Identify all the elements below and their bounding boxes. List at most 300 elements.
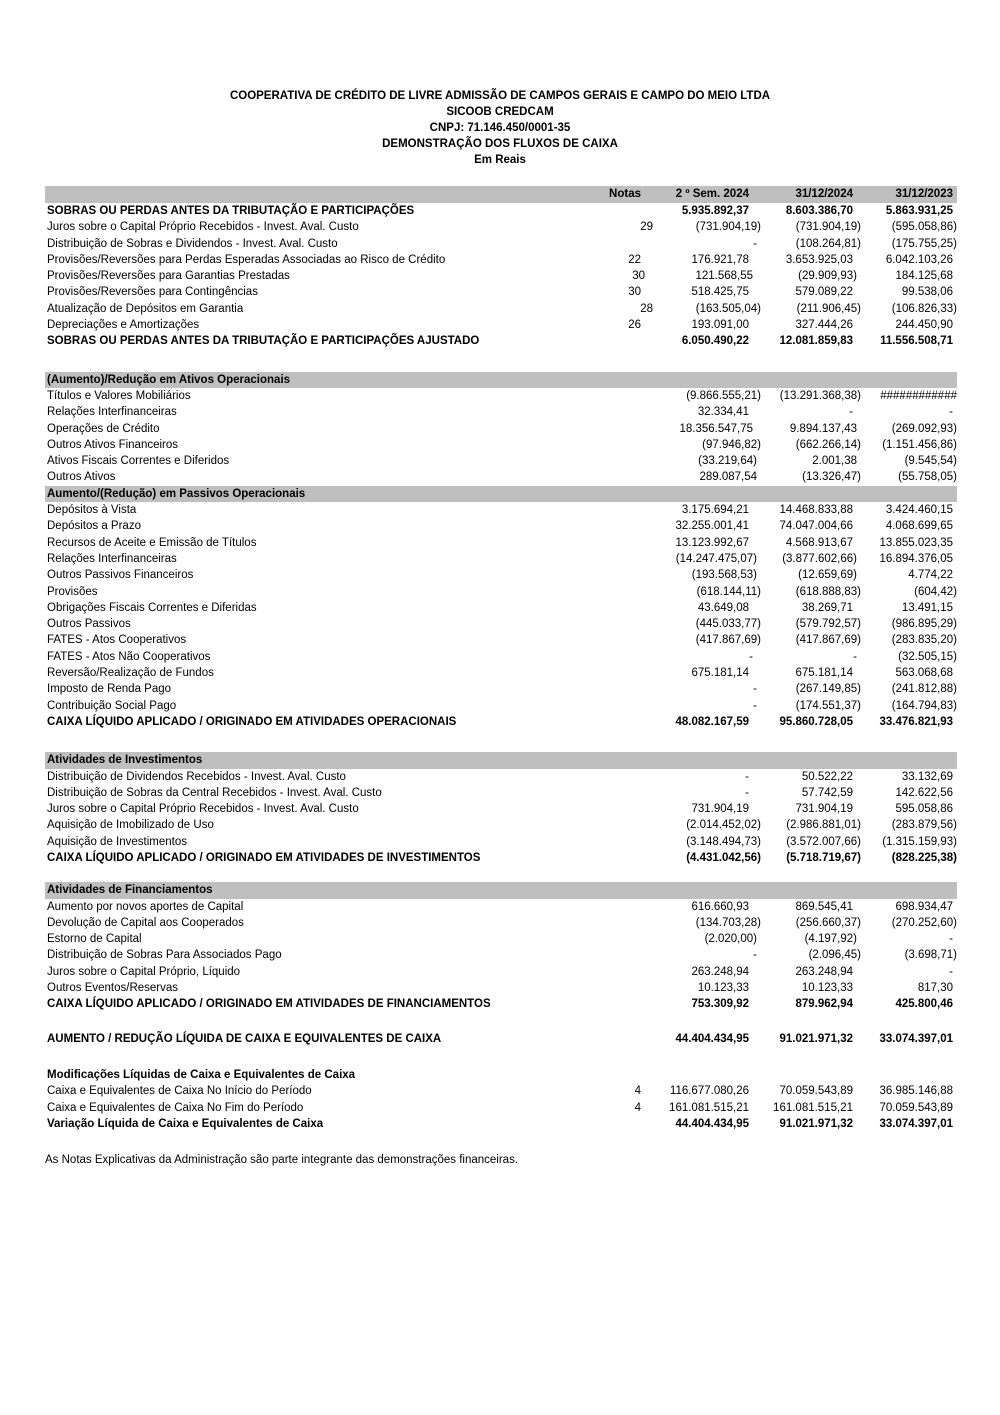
cell-31-12-2024: (267.149,85): [795, 683, 861, 696]
cell-31-12-2024: (13.326,47): [802, 471, 861, 484]
cell-31-12-2023: (604,42): [914, 585, 957, 598]
table-header-row: [45, 186, 957, 203]
cash-flow-table: [45, 186, 957, 1132]
table-row: [45, 453, 957, 469]
cell-31-12-2024: 869.545,41: [795, 900, 853, 913]
table-row: [45, 996, 957, 1012]
table-row: [45, 404, 957, 420]
cell-31-12-2023: (175.755,25): [891, 237, 957, 250]
cell-nota: [605, 469, 653, 485]
cell-31-12-2023: ############: [880, 389, 957, 402]
cell-31-12-2023: (828.225,38): [891, 851, 957, 864]
cell-31-12-2024: 161.081.515,21: [773, 1101, 853, 1114]
cell-sem2-2024: (4.431.042,56): [686, 851, 761, 864]
cell-nota: [605, 453, 653, 469]
cell-31-12-2024: 95.860.728,05: [779, 715, 853, 728]
table-row: [45, 817, 957, 833]
cell-31-12-2023: (1.151.456,86): [882, 438, 957, 451]
cell-31-12-2023: (283.835,20): [891, 634, 957, 647]
cell-sem2-2024: 18.356.547,75: [679, 422, 753, 435]
cell-31-12-2024: -: [849, 406, 853, 419]
row-label: Provisões/Reversões para Garantias Prestadas: [47, 270, 290, 283]
cell-31-12-2024: 4.568.913,67: [785, 536, 853, 549]
cell-31-12-2024: 57.742,59: [801, 786, 853, 799]
cell-sem2-2024: 5.935.892,37: [681, 205, 749, 217]
table-row: [45, 437, 957, 453]
cell-nota: [605, 931, 653, 947]
cell-31-12-2024: (2.096,45): [808, 949, 861, 962]
row-label: Contribuição Social Pago: [47, 699, 177, 712]
cell-sem2-2024: 43.649,08: [697, 601, 749, 614]
table-row: [45, 801, 957, 817]
cell-31-12-2024: (579.792,57): [795, 618, 861, 631]
cell-31-12-2024: (731.904,19): [795, 221, 861, 234]
cell-sem2-2024: (14.247.475,07): [675, 552, 757, 565]
cell-31-12-2023: (1.315.159,93): [882, 835, 957, 848]
cell-nota: [597, 785, 645, 801]
cell-nota: [609, 437, 657, 453]
row-label: Distribuição de Sobras e Dividendos - Invest. Aval. Custo: [47, 237, 338, 250]
cell-sem2-2024: 48.082.167,59: [675, 715, 749, 728]
cell-sem2-2024: 44.404.434,95: [675, 1117, 749, 1130]
cell-sem2-2024: (417.867,69): [695, 634, 761, 647]
cell-31-12-2023: 142.622,56: [895, 786, 953, 799]
cell-31-12-2024: [753, 1067, 857, 1083]
company-name: COOPERATIVA DE CRÉDITO DE LIVRE ADMISSÃO DE CAMPOS GERAIS E CAMPO DO MEIO LTDA: [229, 90, 771, 102]
cell-sem2-2024: (2.020,00): [704, 933, 757, 946]
row-label: Provisões: [47, 585, 98, 598]
cell-sem2-2024: 6.050.490,22: [681, 335, 749, 348]
cell-nota: [597, 964, 645, 980]
row-label: Distribuição de Sobras da Central Recebidos - Invest. Aval. Custo: [47, 786, 382, 799]
row-label: Provisões/Reversões para Perdas Esperadas Associadas ao Risco de Crédito: [47, 253, 446, 266]
cell-31-12-2024: 74.047.004,66: [779, 520, 853, 533]
statement-title: DEMONSTRAÇÃO DOS FLUXOS DE CAIXA: [382, 138, 618, 150]
cell-31-12-2023: 4.068.699,65: [885, 520, 953, 533]
cell-31-12-2024: 731.904,19: [795, 803, 853, 816]
table-row: [45, 947, 957, 963]
cell-nota: 22: [628, 253, 641, 266]
cell-nota: [597, 665, 645, 681]
cell-31-12-2023: 33.132,69: [901, 770, 953, 783]
row-label: Obrigações Fiscais Correntes e Diferidas: [47, 601, 257, 614]
cell-31-12-2023: (9.545,54): [904, 455, 957, 468]
currency-note: Em Reais: [474, 154, 526, 166]
cell-nota: [597, 996, 645, 1012]
cell-sem2-2024: (9.866.555,21): [686, 389, 761, 402]
row-label: Reversão/Realização de Fundos: [47, 667, 214, 680]
cell-sem2-2024: -: [753, 237, 757, 250]
cell-nota: [605, 681, 653, 697]
row-label: CAIXA LÍQUIDO APLICADO / ORIGINADO EM ATIVIDADES DE INVESTIMENTOS: [47, 851, 481, 864]
cell-nota: [605, 236, 653, 252]
cell-31-12-2023: 3.424.460,15: [885, 504, 953, 517]
row-label: Variação Líquida de Caixa e Equivalentes de Caixa: [47, 1117, 324, 1130]
row-label: Depreciações e Amortizações: [47, 319, 200, 332]
section-header: Atividades de Investimentos: [45, 752, 957, 768]
table-row: [45, 421, 957, 437]
cell-sem2-2024: 193.091,00: [691, 319, 749, 332]
cell-31-12-2023: -: [949, 933, 953, 946]
row-label: Modificações Líquidas de Caixa e Equivalentes de Caixa: [47, 1068, 356, 1081]
cell-nota: [609, 817, 657, 833]
cell-31-12-2023: 4.774,22: [908, 569, 953, 582]
cell-sem2-2024: (3.148.494,73): [686, 835, 761, 848]
row-label: AUMENTO / REDUÇÃO LÍQUIDA DE CAIXA E EQUIVALENTES DE CAIXA: [47, 1032, 442, 1045]
table-row: [45, 203, 957, 219]
cell-nota: [605, 698, 653, 714]
cell-31-12-2023: 70.059.543,89: [879, 1101, 953, 1114]
row-label: Outros Eventos/Reservas: [47, 982, 179, 995]
row-label: Ativos Fiscais Correntes e Diferidos: [47, 455, 230, 468]
table-row: [45, 469, 957, 485]
table-section: [45, 1067, 957, 1132]
cell-31-12-2024: 38.269,71: [801, 601, 853, 614]
table-row: [45, 931, 957, 947]
table-row: [45, 1116, 957, 1132]
cell-nota: [597, 333, 645, 349]
table-row: [45, 834, 957, 850]
row-label: Depósitos à Vista: [47, 504, 137, 517]
row-label: Aumento por novos aportes de Capital: [47, 900, 244, 913]
table-row: [45, 915, 957, 931]
table-section: [45, 752, 957, 866]
cell-nota: 4: [634, 1101, 641, 1114]
table-row: [45, 551, 957, 567]
cell-31-12-2023: (32.505,15): [898, 650, 957, 663]
cell-nota: [609, 388, 657, 404]
column-header-label: [45, 186, 597, 203]
cell-31-12-2024: 579.089,22: [795, 286, 853, 299]
cell-31-12-2023: 698.934,47: [895, 900, 953, 913]
cell-31-12-2024: 9.894.137,43: [789, 422, 857, 435]
column-header-31-12-2023: 31/12/2023: [895, 188, 953, 200]
row-label: Estorno de Capital: [47, 933, 142, 946]
section-header: (Aumento)/Redução em Ativos Operacionais: [45, 372, 957, 388]
cell-nota: 4: [634, 1085, 641, 1098]
table-row: [45, 535, 957, 551]
row-label: SOBRAS OU PERDAS ANTES DA TRIBUTAÇÃO E PARTICIPAÇÕES: [47, 205, 415, 217]
column-header-notas: Notas: [609, 188, 641, 200]
row-label: Relações Interfinanceiras: [47, 552, 177, 565]
cell-sem2-2024: 263.248,94: [691, 965, 749, 978]
table-row: [45, 600, 957, 616]
cell-31-12-2023: 817,30: [917, 982, 953, 995]
cell-31-12-2024: (618.888,83): [795, 585, 861, 598]
section-header: Aumento/(Redução) em Passivos Operacionais: [45, 486, 957, 502]
cell-nota: [597, 535, 645, 551]
cell-31-12-2024: 879.962,94: [795, 998, 853, 1011]
cell-31-12-2024: 2.001,38: [812, 455, 857, 468]
table-row: [45, 317, 957, 333]
cell-31-12-2023: (986.895,29): [891, 618, 957, 631]
cell-31-12-2024: 327.444,26: [795, 319, 853, 332]
cell-31-12-2024: 91.021.971,32: [779, 1117, 853, 1130]
table-row: [45, 252, 957, 268]
cell-nota: [609, 834, 657, 850]
table-row: [45, 980, 957, 996]
section-header: Atividades de Financiamentos: [45, 882, 957, 898]
cell-nota: 28: [640, 302, 653, 315]
cell-31-12-2023: (269.092,93): [891, 422, 957, 435]
table-row: [45, 769, 957, 785]
cell-31-12-2024: (12.659,69): [798, 569, 857, 582]
cell-31-12-2024: 14.468.833,88: [779, 504, 853, 517]
cell-31-12-2023: 36.985.146,88: [879, 1085, 953, 1098]
row-label: FATES - Atos Não Cooperativos: [47, 650, 211, 663]
cell-sem2-2024: (731.904,19): [695, 221, 761, 234]
table-row: [45, 284, 957, 300]
cell-sem2-2024: 121.568,55: [695, 270, 753, 283]
row-label: Outros Passivos: [47, 618, 131, 631]
cell-nota: [605, 551, 653, 567]
row-label: Distribuição de Dividendos Recebidos - Invest. Aval. Custo: [47, 770, 346, 783]
cell-nota: [597, 769, 645, 785]
cell-sem2-2024: 161.081.515,21: [669, 1101, 749, 1114]
table-row: [45, 616, 957, 632]
cell-31-12-2024: (5.718.719,67): [786, 851, 861, 864]
table-row: [45, 502, 957, 518]
cell-31-12-2024: 3.653.925,03: [785, 253, 853, 266]
cell-31-12-2024: (13.291.368,38): [779, 389, 861, 402]
cell-31-12-2023: (3.698,71): [904, 949, 957, 962]
cell-31-12-2023: [857, 1067, 957, 1083]
cell-31-12-2024: 10.123,33: [801, 982, 853, 995]
cell-nota: [605, 947, 653, 963]
cell-sem2-2024: (33.219,64): [698, 455, 757, 468]
cell-31-12-2023: (164.794,83): [891, 699, 957, 712]
document-header: [0, 0, 1000, 168]
cell-31-12-2023: (106.826,33): [891, 302, 957, 315]
table-row: [45, 584, 957, 600]
cell-nota: [597, 980, 645, 996]
row-label: Títulos e Valores Mobiliários: [47, 389, 191, 402]
cell-nota: [597, 1116, 645, 1132]
table-section: [45, 372, 957, 486]
table-row: [45, 333, 957, 349]
row-label: Outros Ativos: [47, 471, 116, 484]
cell-nota: [609, 632, 657, 648]
table-row: [45, 665, 957, 681]
cell-nota: 30: [628, 286, 641, 299]
table-row: [45, 850, 957, 866]
cell-31-12-2024: 70.059.543,89: [779, 1085, 853, 1098]
cell-31-12-2024: 8.603.386,70: [785, 205, 853, 217]
cell-sem2-2024: 176.921,78: [691, 253, 749, 266]
cell-31-12-2023: -: [949, 965, 953, 978]
cell-sem2-2024: (97.946,82): [702, 438, 761, 451]
table-row: [45, 964, 957, 980]
cell-nota: [597, 899, 645, 915]
table-row: [45, 567, 957, 583]
cell-sem2-2024: 289.087,54: [699, 471, 757, 484]
cell-nota: [609, 584, 657, 600]
cell-nota: [609, 915, 657, 931]
cell-sem2-2024: (618.144,11): [696, 585, 761, 598]
table-section: [45, 203, 957, 350]
cell-sem2-2024: -: [753, 683, 757, 696]
cell-sem2-2024: 518.425,75: [691, 286, 749, 299]
table-body: [45, 203, 957, 1132]
cell-nota: [597, 801, 645, 817]
table-row: [45, 1067, 957, 1083]
brand-name: SICOOB CREDCAM: [446, 106, 554, 118]
cell-sem2-2024: -: [753, 699, 757, 712]
cell-31-12-2024: (256.660,37): [795, 916, 861, 929]
table-row: [45, 518, 957, 534]
cell-31-12-2024: (211.906,45): [796, 302, 861, 315]
cell-31-12-2023: 13.491,15: [901, 601, 953, 614]
cell-sem2-2024: (445.033,77): [695, 618, 761, 631]
cell-nota: [597, 1031, 645, 1047]
cell-sem2-2024: 116.677.080,26: [669, 1085, 749, 1098]
cell-sem2-2024: 32.255.001,41: [675, 520, 749, 533]
table-row: [45, 785, 957, 801]
row-label: Devolução de Capital aos Cooperados: [47, 916, 244, 929]
row-label: SOBRAS OU PERDAS ANTES DA TRIBUTAÇÃO E PARTICIPAÇÕES AJUSTADO: [47, 335, 480, 348]
cell-nota: [605, 567, 653, 583]
row-label: Recursos de Aceite e Emissão de Títulos: [47, 536, 257, 549]
cell-nota: [601, 421, 649, 437]
cell-nota: [597, 203, 645, 219]
cell-31-12-2023: 563.068,68: [895, 667, 953, 680]
cell-sem2-2024: -: [749, 650, 753, 663]
row-label: Caixa e Equivalentes de Caixa No Início do Período: [47, 1085, 312, 1098]
cell-31-12-2024: (3.877.602,66): [782, 552, 857, 565]
cell-sem2-2024: -: [745, 770, 749, 783]
row-label: Depósitos a Prazo: [47, 520, 141, 533]
cell-31-12-2024: 12.081.859,83: [779, 335, 853, 348]
cell-nota: 26: [628, 319, 641, 332]
cell-nota: [609, 616, 657, 632]
cell-sem2-2024: 3.175.694,21: [681, 504, 749, 517]
cell-sem2-2024: -: [745, 786, 749, 799]
cell-nota: 30: [632, 270, 645, 283]
cell-sem2-2024: 32.334,41: [697, 406, 749, 419]
cell-sem2-2024: 10.123,33: [697, 982, 749, 995]
cell-nota: [601, 649, 649, 665]
cell-nota: [597, 404, 645, 420]
row-label: FATES - Atos Cooperativos: [47, 634, 187, 647]
table-row: [45, 632, 957, 648]
table-row: [45, 1031, 957, 1047]
table-row: [45, 301, 957, 317]
cell-31-12-2024: 50.522,22: [801, 770, 853, 783]
cell-sem2-2024: [645, 1067, 753, 1083]
row-label: CAIXA LÍQUIDO APLICADO / ORIGINADO EM ATIVIDADES OPERACIONAIS: [47, 715, 457, 728]
row-label: Provisões/Reversões para Contingências: [47, 286, 258, 299]
cell-nota: [609, 850, 657, 866]
cell-31-12-2024: 263.248,94: [795, 965, 853, 978]
cell-31-12-2024: 675.181,14: [795, 667, 853, 680]
table-row: [45, 219, 957, 235]
table-row: [45, 714, 957, 730]
row-label: Relações Interfinanceiras: [47, 406, 177, 419]
row-label: Aquisição de Imobilizado de Uso: [47, 819, 214, 832]
table-section: [45, 882, 957, 1012]
cell-31-12-2023: 11.556.508,71: [880, 335, 953, 348]
cell-31-12-2023: (283.879,56): [891, 819, 957, 832]
cnpj: CNPJ: 71.146.450/0001-35: [429, 122, 571, 134]
column-header-31-12-2024: 31/12/2024: [795, 188, 853, 200]
cell-31-12-2024: 91.021.971,32: [779, 1032, 853, 1045]
cell-31-12-2023: 595.058,86: [895, 803, 953, 816]
table-row: [45, 1100, 957, 1116]
row-label: Juros sobre o Capital Próprio Recebidos - Invest. Aval. Custo: [47, 221, 359, 234]
cell-sem2-2024: 13.123.992,67: [675, 536, 749, 549]
cell-sem2-2024: (134.703,28): [695, 916, 761, 929]
cell-31-12-2024: (3.572.007,66): [786, 835, 861, 848]
table-row: [45, 388, 957, 404]
cell-nota: [597, 502, 645, 518]
cell-31-12-2023: 425.800,46: [895, 998, 953, 1011]
row-label: Juros sobre o Capital Próprio Recebidos - Invest. Aval. Custo: [47, 803, 359, 816]
row-label: Aquisição de Investimentos: [47, 835, 187, 848]
cell-nota: [597, 714, 645, 730]
row-label: Atualização de Depósitos em Garantia: [47, 302, 244, 315]
cell-31-12-2024: (174.551,37): [795, 699, 861, 712]
cell-sem2-2024: (2.014.452,02): [686, 819, 761, 832]
table-row: [45, 1083, 957, 1099]
cell-nota: [597, 518, 645, 534]
footer-note: As Notas Explicativas da Administração são parte integrante das demonstrações financeiras.: [45, 1154, 519, 1167]
row-label: Imposto de Renda Pago: [47, 683, 172, 696]
row-label: Operações de Crédito: [47, 422, 160, 435]
cell-31-12-2023: (241.812,88): [891, 683, 957, 696]
cell-31-12-2024: (2.986.881,01): [786, 819, 861, 832]
cell-31-12-2023: 33.074.397,01: [879, 1032, 953, 1045]
cell-31-12-2023: 6.042.103,26: [885, 253, 953, 266]
row-label: Outros Ativos Financeiros: [47, 438, 179, 451]
cell-sem2-2024: (193.568,53): [691, 569, 757, 582]
cell-nota: [597, 600, 645, 616]
cell-31-12-2023: 244.450,90: [895, 319, 953, 332]
cell-31-12-2023: 99.538,06: [901, 286, 953, 299]
cell-31-12-2023: (55.758,05): [898, 471, 957, 484]
table-section: [45, 486, 957, 730]
row-label: Juros sobre o Capital Próprio, Líquido: [47, 965, 241, 978]
cell-31-12-2023: 33.074.397,01: [879, 1117, 953, 1130]
table-row: [45, 681, 957, 697]
cell-31-12-2023: (270.252,60): [891, 916, 957, 929]
cell-nota: 29: [640, 221, 653, 234]
table-row: [45, 698, 957, 714]
cell-31-12-2024: (4.197,92): [804, 933, 857, 946]
row-label: Outros Passivos Financeiros: [47, 569, 194, 582]
cell-sem2-2024: 616.660,93: [691, 900, 749, 913]
cell-sem2-2024: 44.404.434,95: [675, 1032, 749, 1045]
table-section: [45, 1031, 957, 1047]
row-label: Caixa e Equivalentes de Caixa No Fim do Período: [47, 1101, 304, 1114]
cell-31-12-2024: -: [853, 650, 857, 663]
table-row: [45, 649, 957, 665]
cell-sem2-2024: 731.904,19: [691, 803, 749, 816]
cell-sem2-2024: 675.181,14: [691, 667, 749, 680]
row-label: Distribuição de Sobras Para Associados Pago: [47, 949, 282, 962]
table-row: [45, 236, 957, 252]
cell-nota: [597, 1067, 645, 1083]
cell-31-12-2024: (417.867,69): [795, 634, 861, 647]
cell-sem2-2024: -: [753, 949, 757, 962]
cell-31-12-2024: (108.264,81): [795, 237, 861, 250]
row-label: CAIXA LÍQUIDO APLICADO / ORIGINADO EM ATIVIDADES DE FINANCIAMENTOS: [47, 998, 491, 1011]
table-row: [45, 899, 957, 915]
cell-31-12-2023: 13.855.023,35: [879, 536, 953, 549]
cell-31-12-2023: 5.863.931,25: [885, 205, 953, 217]
cell-31-12-2023: 33.476.821,93: [879, 715, 953, 728]
cell-31-12-2023: 16.894.376,05: [879, 552, 953, 565]
cell-31-12-2023: 184.125,68: [895, 270, 953, 283]
